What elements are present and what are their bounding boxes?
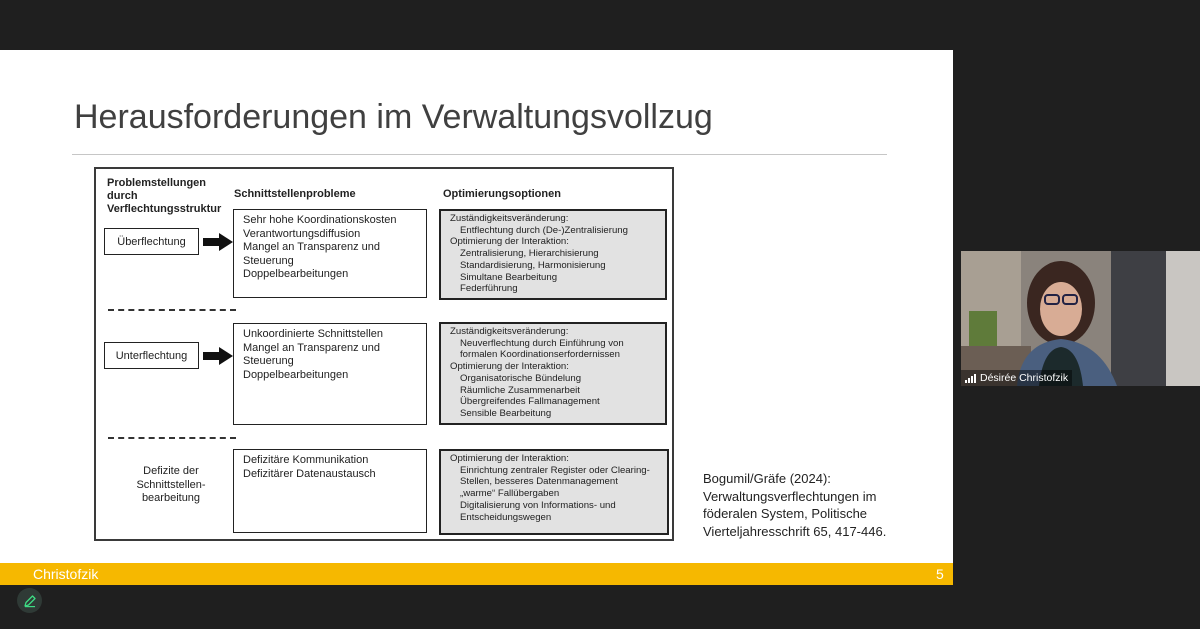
slide [0,50,953,585]
row-divider [108,309,236,311]
problem-box-2 [233,323,427,425]
header-optimierungsoptionen: Optimierungsoptionen [443,188,561,200]
annotate-button[interactable] [17,588,42,613]
problem-line: Mangel an Transparenz und [243,241,380,253]
problem-box-3 [233,449,427,533]
option-line: Zuständigkeitsveränderung: [450,326,569,337]
header-line: Problemstellungen [107,177,207,189]
problem-line: Steuerung [243,254,294,267]
options-box-2 [439,322,667,425]
label-ueberflechtung: Überflechtung [104,228,199,255]
citation-line: Verwaltungsverflechtungen im [703,488,877,504]
label-line: Defizite der [143,465,199,477]
header-line: durch [107,190,138,202]
problem-line: Mangel an Transparenz und [243,341,380,354]
problem-line: Doppelbearbeitungen [243,268,349,280]
option-line: Stellen, besseres Datenmanagement [460,476,618,488]
citation-line: Vierteljahresschrift 65, 417-446. [703,523,887,539]
problem-line: Defizitäre Kommunikation [243,454,369,466]
problem-line: Sehr hohe Koordinationskosten [243,214,397,226]
option-line: Entscheidungswegen [460,511,552,523]
option-line: Zuständigkeitsveränderung: [450,213,569,224]
participant-name: Désirée Christofzik [980,372,1069,384]
problem-line: Defizitärer Datenaustausch [243,467,376,480]
label-unterflechtung: Unterflechtung [104,342,199,369]
label-line: bearbeitung [141,492,201,504]
problem-line: Unkoordinierte Schnittstellen [243,328,384,340]
option-line: Digitalisierung von Informations- und [460,499,616,511]
citation-line: Bogumil/Gräfe (2024): [703,471,831,486]
option-line: Sensible Bearbeitung [460,407,552,419]
options-box-3 [439,449,669,535]
signal-bars-icon [965,374,976,383]
option-line: Übergreifendes Fallmanagement [460,396,600,408]
problem-line: Steuerung [243,355,294,367]
participant-video [961,251,1200,386]
row-divider [108,437,236,439]
arrow-right-icon [203,347,233,365]
citation-line: föderalen System, Politische [703,506,868,521]
participant-video-tile[interactable] [961,251,1200,386]
option-line: Einrichtung zentraler Register oder Clearing- [460,464,650,476]
pencil-icon [23,594,37,608]
title-divider [72,154,887,155]
label-line: Schnittstellen- [136,478,206,491]
arrow-right-icon [203,233,233,251]
citation [703,470,886,540]
option-line: Standardisierung, Harmonisierung [460,259,606,271]
option-line: Optimierung der Interaktion: [450,453,569,464]
problem-box-1 [233,209,427,298]
slide-title: Herausforderungen im Verwaltungsvollzug [74,98,713,136]
label-defizite [106,465,236,506]
option-line: Zentralisierung, Hierarchisierung [460,248,599,260]
option-line: Neuverflechtung durch Einführung von [460,337,624,349]
problem-line: Doppelbearbeitungen [243,368,349,381]
option-line: Optimierung der Interaktion: [450,236,569,248]
option-line: formalen Koordinationserfordernissen [460,349,620,361]
diagram [94,167,674,541]
option-line: Entflechtung durch (De-)Zentralisierung [460,224,628,236]
option-line: Räumliche Zusammenarbeit [460,384,580,396]
option-line: Optimierung der Interaktion: [450,361,569,373]
option-line: Federführung [460,283,518,295]
slide-number: 5 [936,566,944,582]
header-schnittstellenprobleme: Schnittstellenprobleme [234,188,356,200]
footer-bar [0,563,953,585]
participant-name-tag [961,370,1072,386]
options-box-1 [439,209,667,300]
option-line: „warme“ Fallübergaben [460,488,560,500]
option-line: Organisatorische Bündelung [460,372,582,384]
header-problemstellungen [107,177,221,216]
header-line: Verflechtungsstruktur [107,203,222,215]
option-line: Simultane Bearbeitung [460,271,558,283]
footer-author: Christofzik [33,566,99,582]
problem-line: Verantwortungsdiffusion [243,227,361,240]
